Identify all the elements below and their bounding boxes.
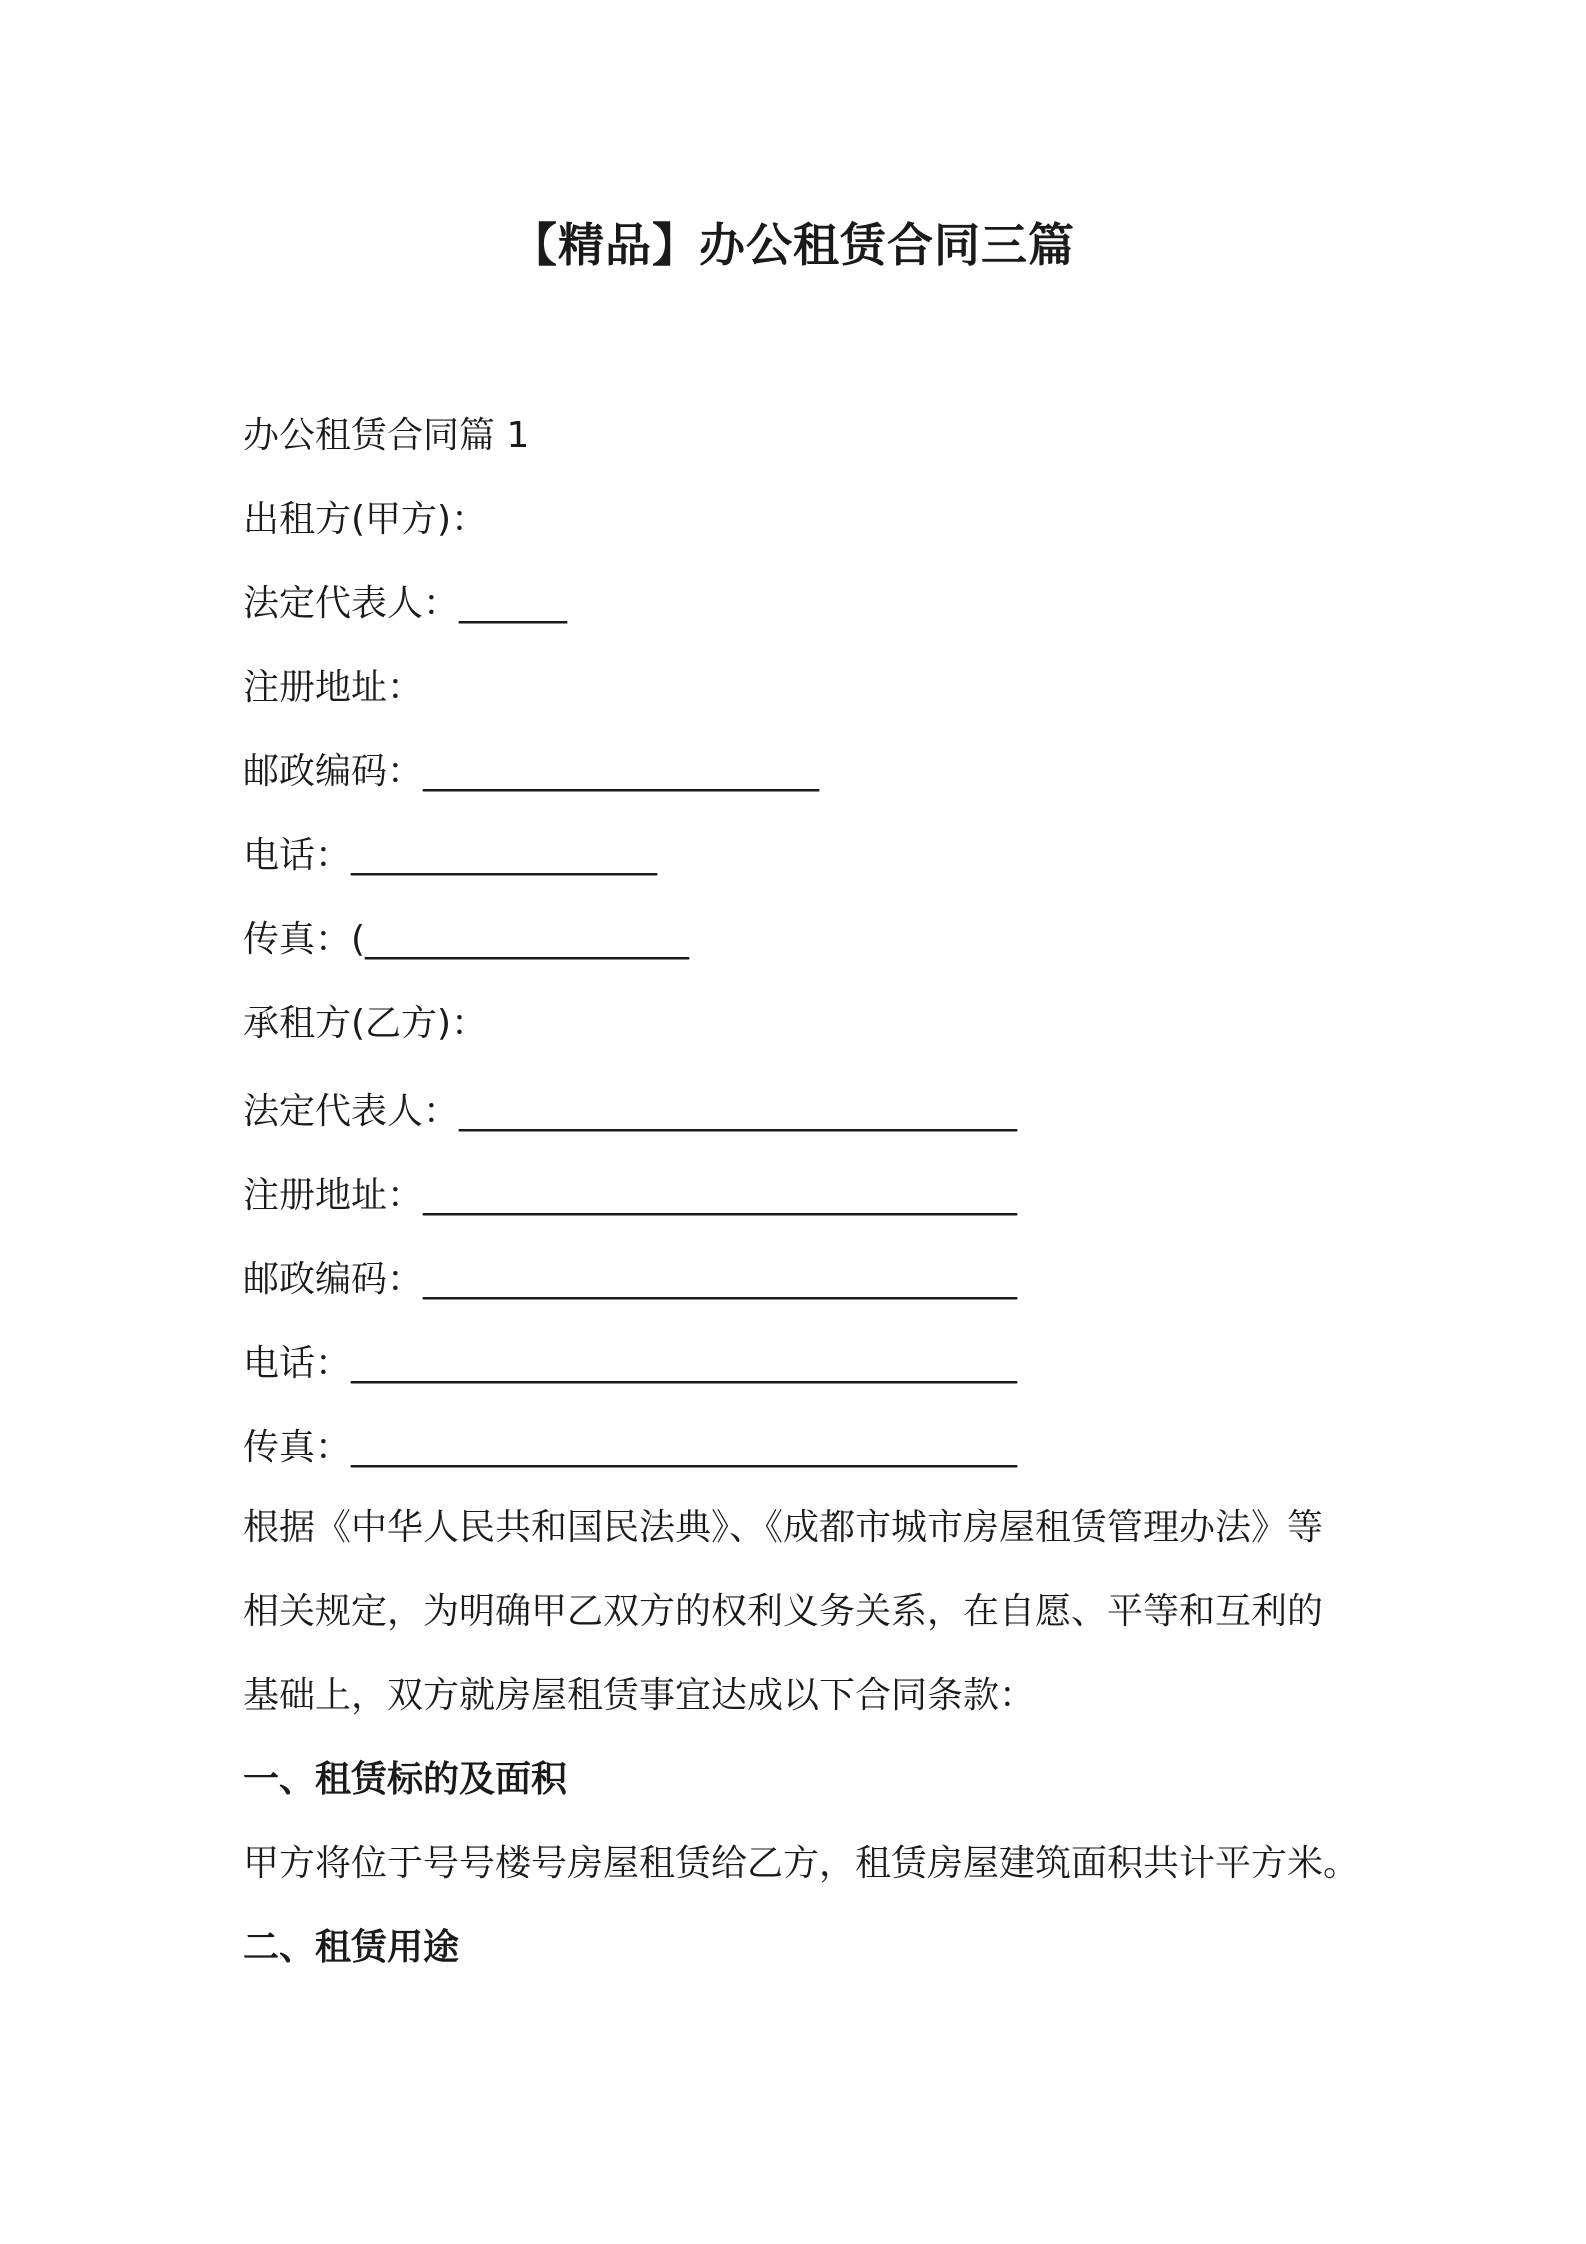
lessor-heading: 出租方(甲方)：: [243, 499, 488, 540]
lessor-fax: 传真：(__________________: [243, 919, 690, 960]
preamble-line: 基础上，双方就房屋租赁事宜达成以下合同条款：: [243, 1675, 1036, 1716]
lessee-legal-rep: 法定代表人：_______________________________: [243, 1091, 1018, 1132]
lessee-address: 注册地址：_________________________________: [243, 1175, 1018, 1216]
lessor-legal-rep: 法定代表人：______: [243, 583, 568, 624]
lessor-phone: 电话：_________________: [243, 835, 658, 876]
lessee-phone: 电话：_____________________________________: [243, 1343, 1018, 1384]
contract-subtitle: 办公租赁合同篇 1: [243, 415, 530, 456]
lessee-postcode: 邮政编码：_________________________________: [243, 1259, 1018, 1300]
lessee-heading: 承租方(乙方)：: [243, 1003, 488, 1044]
section-heading: 一、租赁标的及面积: [243, 1759, 568, 1800]
section-body: 甲方将位于号号楼号房屋租赁给乙方，租赁房屋建筑面积共计平方米。: [243, 1843, 1360, 1884]
lessee-fax: 传真：_____________________________________: [243, 1427, 1018, 1468]
document-title: 【精品】办公租赁合同三篇: [511, 218, 1075, 272]
section-heading: 二、租赁用途: [243, 1927, 460, 1968]
preamble-line: 根据《中华人民共和国民法典》、《成都市城市房屋租赁管理办法》等: [243, 1507, 1324, 1548]
preamble-line: 相关规定，为明确甲乙双方的权利义务关系，在自愿、平等和互利的: [243, 1591, 1324, 1632]
lessor-postcode: 邮政编码：______________________: [243, 751, 820, 792]
lessor-address: 注册地址：: [243, 667, 424, 708]
